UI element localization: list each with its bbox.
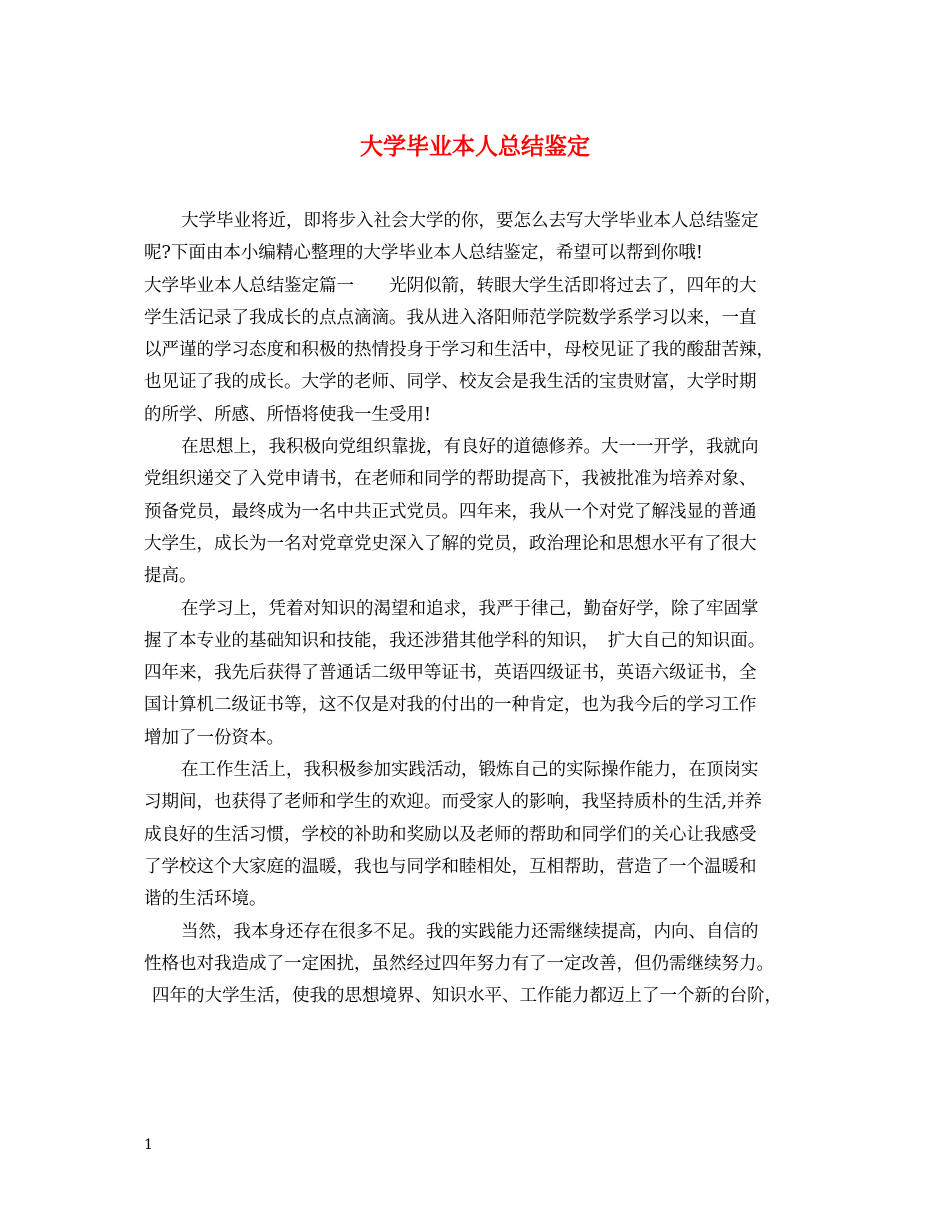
text-line: 国计算机二级证书等，这不仅是对我的付出的一种肯定，也为我今后的学习工作 (144, 695, 757, 716)
text-line: 习期间，也获得了老师和学生的欢迎。而受家人的影响，我坚持质朴的生活,并养 (144, 792, 763, 813)
text-line: 党组织递交了入党申请书，在老师和同学的帮助提高下，我被批准为培养对象、 (144, 469, 757, 490)
text-line: 四年的大学生活，使我的思想境界、知识水平、工作能力都迈上了一个新的台阶， (152, 986, 782, 1007)
text-line: 在工作生活上，我积极参加实践活动，锻炼自己的实际操作能力，在顶岗实 (181, 760, 759, 781)
text-line: 性格也对我造成了一定困扰，虽然经过四年努力有了一定改善，但仍需继续努力。 (144, 953, 774, 974)
text-line: 大学毕业将近，即将步入社会大学的你，要怎么去写大学毕业本人总结鉴定 (181, 211, 759, 231)
page-number: 1 (144, 1137, 153, 1153)
text-line: 谐的生活环境。 (144, 889, 267, 910)
text-line: 学生活记录了我成长的点点滴滴。我从进入洛阳师范学院数学系学习以来，一直 (144, 307, 757, 328)
text-line: 也见证了我的成长。大学的老师、同学、校友会是我生活的宝贵财富，大学时期 (144, 372, 757, 393)
text-line: 提高。 (144, 566, 197, 587)
text-line: 了学校这个大家庭的温暖，我也与同学和睦相处，互相帮助，营造了一个温暖和 (144, 856, 757, 877)
text-line: 呢?下面由本小编精心整理的大学毕业本人总结鉴定，希望可以帮到你哦! (144, 243, 703, 264)
text-line: 以严谨的学习态度和积极的热情投身于学习和生活中，母校见证了我的酸甜苦辣， (144, 340, 774, 361)
text-line: 握了本专业的基础知识和技能，我还涉猎其他学科的知识， 扩大自己的知识面。 (144, 630, 766, 651)
text-line: 当然，我本身还存在很多不足。我的实践能力还需继续提高，内向、自信的 (181, 921, 759, 942)
text-line: 在学习上，凭着对知识的渴望和追求，我严于律己，勤奋好学，除了牢固掌 (181, 598, 759, 619)
text-line: 在思想上，我积极向党组织靠拢，有良好的道德修养。大一一开学，我就向 (181, 437, 759, 458)
text-line: 成良好的生活习惯，学校的补助和奖励以及老师的帮助和同学们的关心让我感受 (144, 824, 757, 845)
text-line: 大学生，成长为一名对党章党史深入了解的党员，政治理论和思想水平有了很大 (144, 533, 757, 554)
text-line: 增加了一份资本。 (144, 727, 284, 748)
document-title: 大学毕业本人总结鉴定 (360, 133, 590, 160)
document-body (144, 205, 824, 1012)
text-line: 的所学、所感、所悟将使我一生受用! (144, 404, 432, 425)
text-line: 预备党员，最终成为一名中共正式党员。四年来，我从一个对党了解浅显的普通 (144, 501, 757, 522)
text-line: 大学毕业本人总结鉴定篇一 光阴似箭，转眼大学生活即将过去了，四年的大 (144, 275, 757, 296)
text-line: 四年来，我先后获得了普通话二级甲等证书，英语四级证书，英语六级证书，全 (144, 663, 757, 684)
